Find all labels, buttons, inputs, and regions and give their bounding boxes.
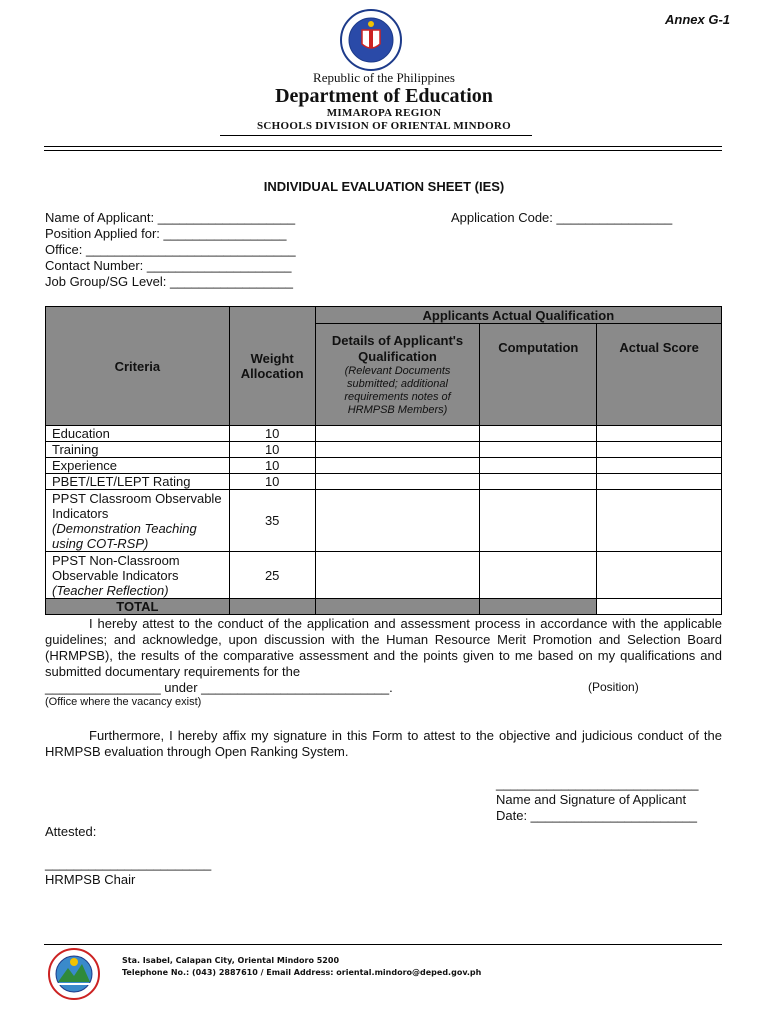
republic-line: Republic of the Philippines <box>313 70 455 85</box>
criteria-cell: Experience <box>46 458 230 474</box>
details-cell[interactable] <box>315 426 480 442</box>
details-cell[interactable] <box>315 474 480 490</box>
annex-label: Annex G-1 <box>664 12 730 27</box>
header-divider-thin <box>44 150 722 151</box>
form-title: INDIVIDUAL EVALUATION SHEET (IES) <box>263 179 505 194</box>
criteria-header: Criteria <box>46 307 230 426</box>
table-row <box>46 442 722 458</box>
office-field[interactable]: Office: _____________________________ <box>45 242 296 257</box>
computation-cell[interactable] <box>480 552 597 599</box>
score-cell[interactable] <box>597 474 722 490</box>
attestation-blank-line[interactable]: ________________ under __________________________. <box>45 680 393 695</box>
total-weight-cell <box>229 599 315 615</box>
criteria-cell: PBET/LET/LEPT Rating <box>46 474 230 490</box>
header-underline <box>220 135 532 136</box>
criteria-cell <box>46 552 230 599</box>
computation-cell[interactable] <box>480 490 597 552</box>
details-header <box>315 324 480 426</box>
criteria-label: PPST Classroom Observable Indicators <box>52 490 222 521</box>
application-code-field[interactable]: Application Code: ________________ <box>451 210 673 225</box>
footer-contact: Telephone No.: (043) 2887610 / Email Address: oriental.mindoro@deped.gov.ph <box>122 968 482 977</box>
furthermore-paragraph: Furthermore, I hereby affix my signature in this Form to attest to the objective and judicious conduct of the HRMPSB evaluation through Open Ranking System. <box>45 728 722 759</box>
applicant-signature-label: Name and Signature of Applicant <box>496 792 687 807</box>
evaluation-table <box>45 306 722 615</box>
details-cell[interactable] <box>315 552 480 599</box>
weight-cell: 10 <box>229 458 315 474</box>
score-cell[interactable] <box>597 442 722 458</box>
footer-address: Sta. Isabel, Calapan City, Oriental Mindoro 5200 <box>122 956 340 965</box>
chair-label: HRMPSB Chair <box>45 872 136 887</box>
actual-score-header: Actual Score <box>597 324 722 426</box>
criteria-cell: Education <box>46 426 230 442</box>
table-row <box>46 552 722 599</box>
applicant-name-field[interactable]: Name of Applicant: ___________________ <box>45 210 296 225</box>
footer-divider <box>44 944 722 945</box>
applicant-signature-line[interactable]: ____________________________ <box>496 776 699 791</box>
criteria-cell: Training <box>46 442 230 458</box>
total-details-cell <box>315 599 480 615</box>
office-caption: (Office where the vacancy exist) <box>45 696 202 708</box>
attested-label: Attested: <box>45 824 97 839</box>
table-row <box>46 490 722 552</box>
criteria-cell <box>46 490 230 552</box>
criteria-note: (Teacher Reflection) <box>52 582 169 598</box>
total-score-cell[interactable] <box>597 599 722 615</box>
computation-cell[interactable] <box>480 458 597 474</box>
score-cell[interactable] <box>597 552 722 599</box>
total-computation-cell <box>480 599 597 615</box>
computation-cell[interactable] <box>480 442 597 458</box>
score-cell[interactable] <box>597 426 722 442</box>
date-field[interactable]: Date: _______________________ <box>496 808 697 823</box>
details-cell[interactable] <box>315 442 480 458</box>
attestation-paragraph: I hereby attest to the conduct of the application and assessment process in accordance with the applicable guidelines; and acknowledge, upon discussion with the Human Resource Merit Promotion and Selection Board (HRMPSB), the results of the comparative assessment and the points given to me based on my qualifications and submitted documentary requirements for the <box>45 616 722 679</box>
contact-number-field[interactable]: Contact Number: ____________________ <box>45 258 292 273</box>
division-logo-icon <box>44 948 104 1000</box>
computation-cell[interactable] <box>480 426 597 442</box>
table-row <box>46 474 722 490</box>
table-row <box>46 426 722 442</box>
details-cell[interactable] <box>315 458 480 474</box>
position-caption: (Position) <box>588 680 639 694</box>
position-field[interactable]: Position Applied for: _________________ <box>45 226 287 241</box>
actual-qualification-header: Applicants Actual Qualification <box>315 307 721 324</box>
weight-cell: 10 <box>229 474 315 490</box>
criteria-label: PPST Non-Classroom Observable Indicators <box>52 552 180 583</box>
details-header-note: (Relevant Documents submitted; additional requirements notes of HRMPSB Members) <box>344 364 451 416</box>
job-group-field[interactable]: Job Group/SG Level: _________________ <box>45 274 293 289</box>
criteria-note: (Demonstration Teaching using COT-RSP) <box>52 520 197 551</box>
chair-signature-line[interactable]: _______________________ <box>45 856 212 871</box>
table-row <box>46 458 722 474</box>
weight-cell: 10 <box>229 442 315 458</box>
computation-cell[interactable] <box>480 474 597 490</box>
details-cell[interactable] <box>315 490 480 552</box>
weight-cell: 10 <box>229 426 315 442</box>
weight-cell: 25 <box>229 552 315 599</box>
header-divider <box>44 146 722 147</box>
department-name: Department of Education <box>275 85 493 107</box>
score-cell[interactable] <box>597 458 722 474</box>
total-row <box>46 599 722 615</box>
score-cell[interactable] <box>597 490 722 552</box>
weight-cell: 35 <box>229 490 315 552</box>
total-label: TOTAL <box>46 599 230 615</box>
details-header-label: Details of Applicant's Qualification <box>331 332 464 364</box>
region-name: MIMAROPA REGION <box>326 107 442 119</box>
computation-header: Computation <box>480 324 597 426</box>
weight-header: Weight Allocation <box>229 307 315 426</box>
division-name: SCHOOLS DIVISION OF ORIENTAL MINDORO <box>256 120 512 132</box>
deped-seal-icon <box>336 8 406 72</box>
